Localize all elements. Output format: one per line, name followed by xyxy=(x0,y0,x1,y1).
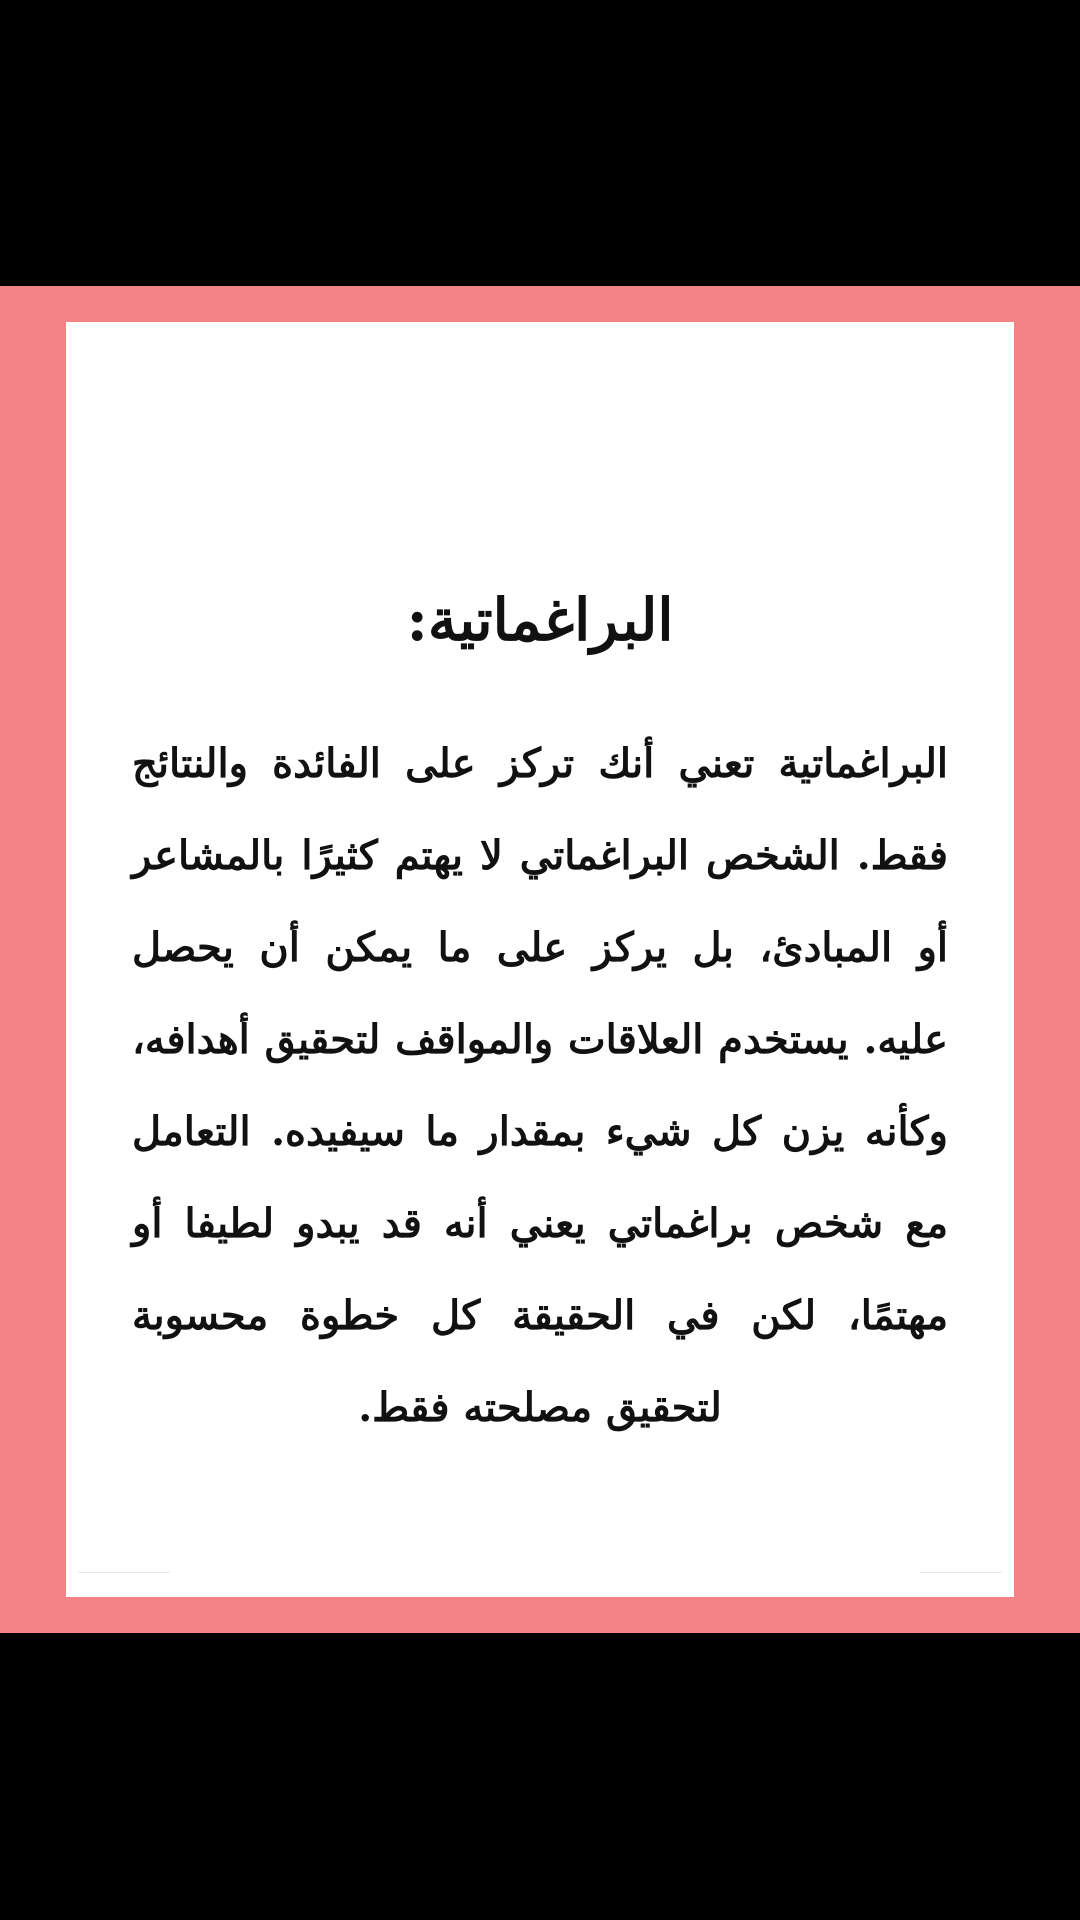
text-card xyxy=(66,322,1014,1597)
divider-left xyxy=(78,1572,170,1573)
divider-right xyxy=(920,1572,1002,1573)
pink-frame xyxy=(0,286,1080,1633)
post-title: البراغماتية: xyxy=(406,586,674,654)
post-body: البراغماتية تعني أنك تركز على الفائدة والنتائج فقط. الشخص البراغماتي لا يهتم كثيرًا بالمشاعر أو المبادئ، بل يركز على ما يمكن أن يحصل عليه. يستخدم العلاقات والمواقف لتحقيق أهدافه، وكأنه يزن كل شيء بمقدار ما سيفيده. التعامل مع شخص براغماتي يعني أنه قد يبدو لطيفا أو مهتمًا، لكن في الحقيقة كل خطوة محسوبة لتحقيق مصلحته فقط. xyxy=(132,740,948,1431)
